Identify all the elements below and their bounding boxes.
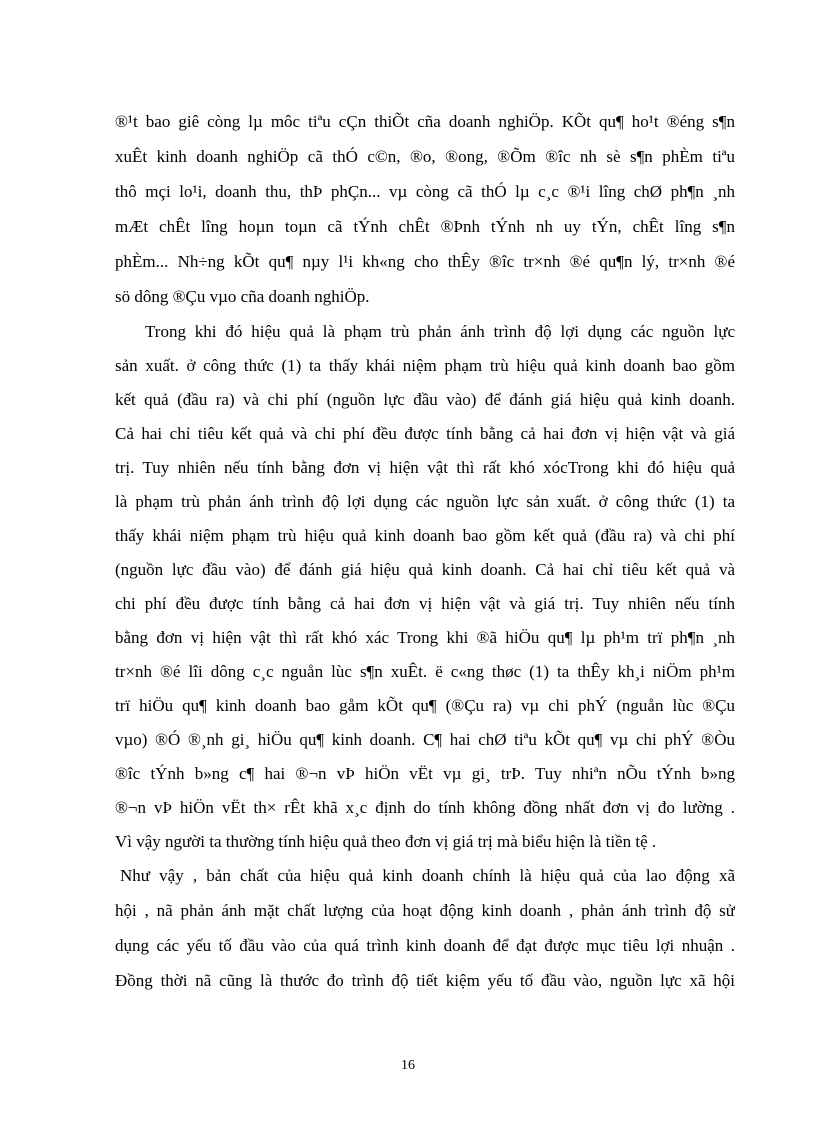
text-line: là phạm trù phản ánh trình độ lợi dụng các nguồn lực sản xuất. ở công thức (1) ta <box>115 492 735 511</box>
text-line: ®¹t bao giê còng lµ môc tiªu cÇn thiÕt cña doanh nghiÖp. KÕt qu¶ ho¹t ®éng s¶n <box>115 112 735 131</box>
paragraph-first-line: Trong khi đó hiệu quả là phạm trù phản ánh trình độ lợi dụng các nguồn lực <box>145 322 735 341</box>
text-line: ®¬n vÞ hiÖn vËt th× rÊt khã x¸c định do tính không đồng nhất đơn vị đo lường . <box>115 798 735 817</box>
text-line: trï hiÖu qu¶ kinh doanh bao gåm kÕt qu¶ (®Çu ra) vµ chi phÝ (nguån lùc ®Çu <box>115 696 735 715</box>
text-line: hội , nã phản ánh mặt chất lượng của hoạt động kinh doanh , phản ánh trình độ sử <box>115 901 735 920</box>
text-line: kết quả (đầu ra) và chi phí (nguồn lực đầu vào) để đánh giá hiệu quả kinh doanh. <box>115 390 735 409</box>
text-line: Đồng thời nã cũng là thước đo trình độ tiết kiệm yếu tố đầu vào, nguồn lực xã hội <box>115 971 735 990</box>
text-line: Vì vậy người ta thường tính hiệu quả theo đơn vị giá trị mà biểu hiện là tiền tệ . <box>115 832 657 851</box>
text-line: (nguồn lực đầu vào) để đánh giá hiệu quả kinh doanh. Cả hai chỉ tiêu kết quả và <box>115 560 735 579</box>
text-line: tr×nh ®é lîi dông c¸c nguån lùc s¶n xuÊt. ë c«ng thøc (1) ta thÊy kh¸i niÖm ph¹m <box>115 662 735 681</box>
page-number: 16 <box>401 1058 415 1073</box>
paragraph-first-line: Như vậy , bản chất của hiệu quả kinh doanh chính là hiệu quả của lao động xã <box>120 866 735 885</box>
text-line: thô mçi lo¹i, doanh thu, thÞ phÇn... vµ còng cã thÓ lµ c¸c ®¹i lîng chØ ph¶n ¸nh <box>115 182 735 201</box>
text-line: bằng đơn vị hiện vật thì rất khó xác Trong khi ®ã hiÖu qu¶ lµ ph¹m trï ph¶n ¸nh <box>115 628 735 647</box>
text-line: phÈm... Nh÷ng kÕt qu¶ nµy l¹i kh«ng cho thÊy ®îc tr×nh ®é qu¶n lý, tr×nh ®é <box>115 252 735 271</box>
text-line: Cả hai chỉ tiêu kết quả và chi phí đều được tính bằng cả hai đơn vị hiện vật và giá <box>115 424 735 443</box>
text-line: trị. Tuy nhiên nếu tính bằng đơn vị hiện vật thì rất khó xócTrong khi đó hiệu quả <box>115 458 735 477</box>
text-line: dụng các yếu tố đầu vào của quá trình kinh doanh để đạt được mục tiêu lợi nhuận . <box>115 936 735 955</box>
text-line: xuÊt kinh doanh nghiÖp cã thÓ c©n, ®o, ®ong, ®Õm ®îc nh sè s¶n phÈm tiªu <box>115 147 735 166</box>
text-line: sản xuất. ở công thức (1) ta thấy khái niệm phạm trù hiệu quả kinh doanh bao gồm <box>115 356 735 375</box>
text-line: chi phí đều được tính bằng cả hai đơn vị hiện vật và giá trị. Tuy nhiên nếu tính <box>115 594 735 613</box>
text-line: ®îc tÝnh b»ng c¶ hai ®¬n vÞ hiÖn vËt vµ gi¸ trÞ. Tuy nhiªn nÕu tÝnh b»ng <box>115 764 735 783</box>
text-line: sö dông ®Çu vµo cña doanh nghiÖp. <box>115 287 370 306</box>
text-line: mÆt chÊt lîng hoµn toµn cã tÝnh chÊt ®Þnh tÝnh nh uy tÝn, chÊt lîng s¶n <box>115 217 735 236</box>
text-line: vµo) ®Ó ®¸nh gi¸ hiÖu qu¶ kinh doanh. C¶ hai chØ tiªu kÕt qu¶ vµ chi phÝ ®Òu <box>115 730 735 749</box>
text-line: thấy khái niệm phạm trù hiệu quả kinh doanh bao gồm kết quả (đầu ra) và chi phí <box>115 526 735 545</box>
